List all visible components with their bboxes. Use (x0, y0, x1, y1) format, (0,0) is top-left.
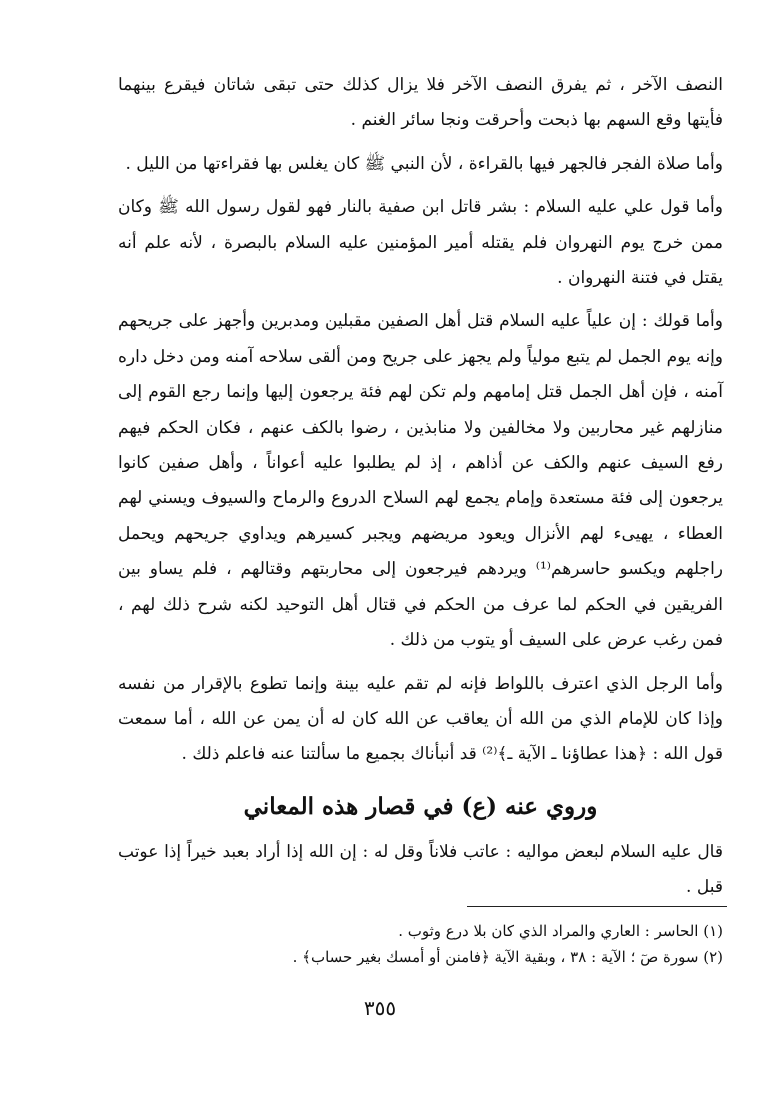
paragraph-3: وأما قول علي عليه السلام : بشر قاتل ابن صفية بالنار فهو لقول رسول الله ﷺ وكان ممن خرج يوم النهروان فلم يقتله أمير المؤمنين عليه السلام بالبصرة ، لأنه علم أنه يقتل في فتنة النهروان . (118, 197, 723, 289)
paragraph-6: قال عليه السلام لبعض مواليه : عاتب فلاناً وقل له : إن الله إذا أراد بعبد خيراً إذا عوتب قبل . (118, 841, 723, 898)
section-heading: وروي عنه (ع) في قصار هذه المعاني (243, 792, 598, 820)
main-text (118, 68, 723, 906)
footnote-2: (٢) سورة صٓ ؛ الآية : ٣٨ ، وبقية الآية ﴿فامنن أو أمسك بغير حساب﴾ . (292, 948, 723, 966)
paragraph-4: وأما قولك : إن علياً عليه السلام قتل أهل الصفين مقبلين ومدبرين وأجهز على جريحهم وإنه يوم الجمل لم يتبع مولياً ولم يجهز على جريح ومن ألقى سلاحه آمنه ومن دخل داره آمنه ، فإن أهل الجمل قتل إمامهم ولم تكن لهم فئة يرجعون إليها وإنما رجع القوم إلى منازلهم غير محاربين ولا مخالفين ولا منابذين ، رضوا بالكف عنهم ، فكان الحكم فيهم رفع السيف عنهم والكف عن أذاهم ، إذ لم يطلبوا عليه أعواناً ، وأهل صفين كانوا يرجعون إلى فئة مستعدة وإمام يجمع لهم السلاح الدروع والرماح والسيوف ويسني لهم العطاء ، يهيىء لهم الأنزال ويعود مريضهم ويجبر كسيرهم ويداوي جريحهم ويحمل راجلهم ويكسو حاسرهم⁽¹⁾ ويردهم فيرجعون إلى محاربتهم وقتالهم ، فلم يساو بين الفريقين في الحكم لما عرف من الحكم في قتال أهل التوحيد لكنه شرح ذلك لهم ، فمن رغب عرض على السيف أو يتوب من ذلك . (118, 311, 724, 651)
paragraph-2: وأما صلاة الفجر فالجهر فيها بالقراءة ، لأن النبي ﷺ كان يغلس بها فقراءتها من الليل . (125, 153, 723, 174)
paragraph-1: النصف الآخر ، ثم يفرق النصف الآخر فلا يزال كذلك حتى تبقى شاتان فيقرع بينهما فأيتها وقع السهم بها ذبحت وأحرقت ونجا سائر الغنم . (118, 75, 723, 131)
paragraph-5: وأما الرجل الذي اعترف باللواط فإنه لم تقم عليه بينة وإنما تطوع بالإقرار من نفسه وإذا كان للإمام الذي من الله أن يعاقب عن الله كان له أن يمن عن الله ، أما سمعت قول الله : ﴿هذا عطاؤنا ـ الآية ـ﴾⁽²⁾ قد أنبأناك بجميع ما سألتنا عنه فاعلم ذلك . (118, 673, 723, 765)
page-number: ٣٥٥ (363, 996, 397, 1020)
footnote-1: (١) الحاسر : العاري والمراد الذي كان بلا درع وثوب . (398, 922, 723, 940)
footnotes (118, 918, 723, 970)
footnote-divider (467, 906, 727, 907)
